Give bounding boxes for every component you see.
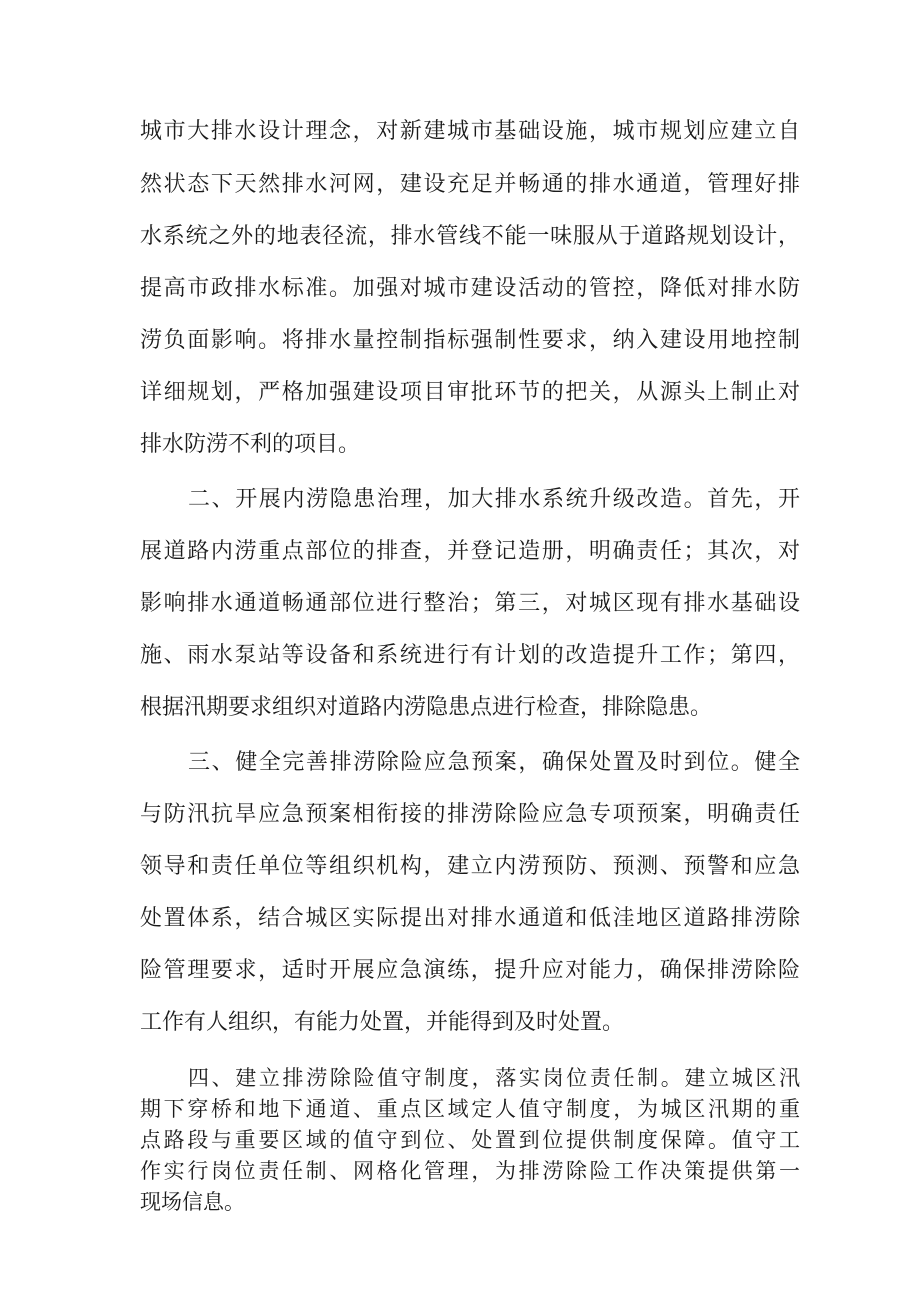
text-line: 二、开展内涝隐患治理，加大排水系统升级改造。首先，开	[188, 487, 800, 512]
text-line: 处置体系，结合城区实际提出对排水通道和低洼地区道路排涝除	[140, 906, 800, 931]
text-line: 险管理要求，适时开展应急演练，提升应对能力，确保排涝除险	[140, 958, 800, 983]
text-line: 与防汛抗旱应急预案相衔接的排涝除险应急专项预案，明确责任	[140, 802, 800, 827]
text-line: 三、健全完善排涝除险应急预案，确保处置及时到位。健全	[188, 750, 800, 775]
text-line: 提高市政排水标准。加强对城市建设活动的管控，降低对排水防	[140, 276, 800, 301]
text-line: 排水防涝不利的项目。	[140, 432, 361, 457]
text-line: 水系统之外的地表径流，排水管线不能一味服从于道路规划设计，	[140, 224, 800, 249]
text-line: 现场信息。	[140, 1190, 245, 1214]
text-line: 涝负面影响。将排水量控制指标强制性要求，纳入建设用地控制	[140, 328, 800, 353]
text-line: 详细规划，严格加强建设项目审批环节的把关，从源头上制止对	[140, 380, 800, 405]
text-line: 作实行岗位责任制、网格化管理，为排涝除险工作决策提供第一	[140, 1159, 800, 1183]
text-line: 展道路内涝重点部位的排查，并登记造册，明确责任；其次，对	[140, 539, 800, 564]
text-line: 城市大排水设计理念，对新建城市基础设施，城市规划应建立自	[140, 119, 800, 144]
text-line: 工作有人组织，有能力处置，并能得到及时处置。	[140, 1010, 625, 1035]
text-line: 领导和责任单位等组织机构，建立内涝预防、预测、预警和应急	[140, 854, 800, 879]
text-line: 四、建立排涝除险值守制度，落实岗位责任制。建立城区汛	[188, 1066, 800, 1090]
text-line: 然状态下天然排水河网，建设充足并畅通的排水通道，管理好排	[140, 172, 800, 197]
text-line: 影响排水通道畅通部位进行整治；第三，对城区现有排水基础设	[140, 591, 800, 616]
text-line: 施、雨水泵站等设备和系统进行有计划的改造提升工作；第四，	[140, 643, 800, 668]
text-line: 期下穿桥和地下通道、重点区域定人值守制度，为城区汛期的重	[140, 1097, 800, 1121]
text-line: 根据汛期要求组织对道路内涝隐患点进行检查，排除隐患。	[140, 695, 713, 720]
text-line: 点路段与重要区域的值守到位、处置到位提供制度保障。值守工	[140, 1128, 800, 1152]
